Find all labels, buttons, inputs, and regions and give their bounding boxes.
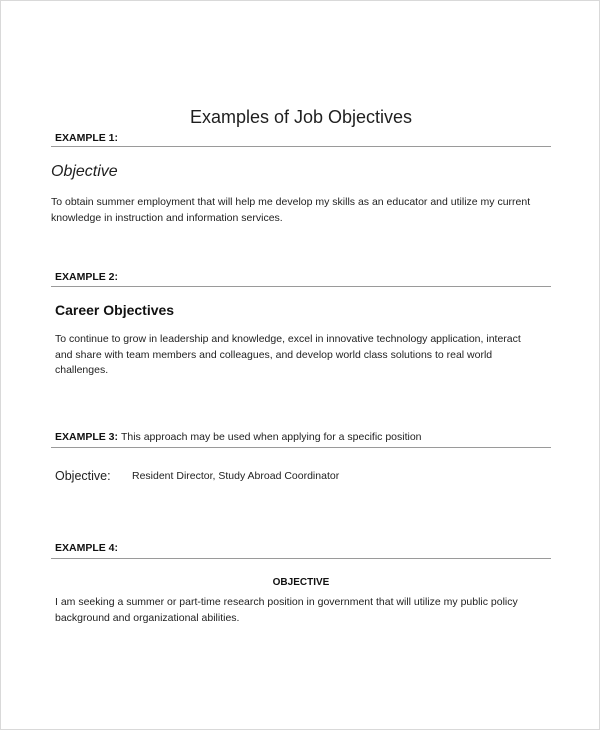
example-3-note: This approach may be used when applying for a specific position — [120, 431, 422, 443]
example-1-line-1: To obtain summer employment that will help me develop my skills as an educator and utilize my current — [51, 196, 531, 208]
example-3-label: EXAMPLE 3: — [55, 431, 119, 443]
example-2-heading: Career Objectives — [55, 302, 175, 318]
example-4-line-1: I am seeking a summer or part-time research position in government that will utilize my public policy — [55, 596, 518, 608]
example-2-divider — [51, 286, 551, 287]
example-4-divider — [51, 558, 551, 559]
example-2-line-1: To continue to grow in leadership and knowledge, excel in innovative technology application, interact — [55, 333, 521, 345]
example-1-heading: Objective — [51, 163, 118, 180]
example-3-objective-value: Resident Director, Study Abroad Coordinator — [132, 470, 340, 482]
example-2-paragraph — [55, 332, 521, 379]
example-4-paragraph — [55, 595, 518, 626]
example-3-label-row — [55, 431, 422, 443]
example-4-line-2: background and organizational abilities. — [55, 611, 240, 624]
example-2-line-3: challenges. — [55, 364, 109, 376]
example-1-paragraph — [51, 195, 530, 226]
example-3-divider — [51, 447, 551, 448]
example-3-objective-label: Objective: — [55, 469, 111, 483]
example-4-heading: OBJECTIVE — [272, 577, 330, 588]
example-4-label: EXAMPLE 4: — [55, 542, 119, 554]
example-1-line-2: knowledge in instruction and information services. — [51, 211, 283, 224]
example-1-label: EXAMPLE 1: — [55, 132, 119, 144]
document-title: Examples of Job Objectives — [189, 107, 413, 127]
example-1-divider — [51, 146, 551, 147]
example-2-label: EXAMPLE 2: — [55, 271, 119, 283]
example-2-line-2: and share with team members and colleagues, and develop world class solutions to real world — [55, 348, 493, 361]
